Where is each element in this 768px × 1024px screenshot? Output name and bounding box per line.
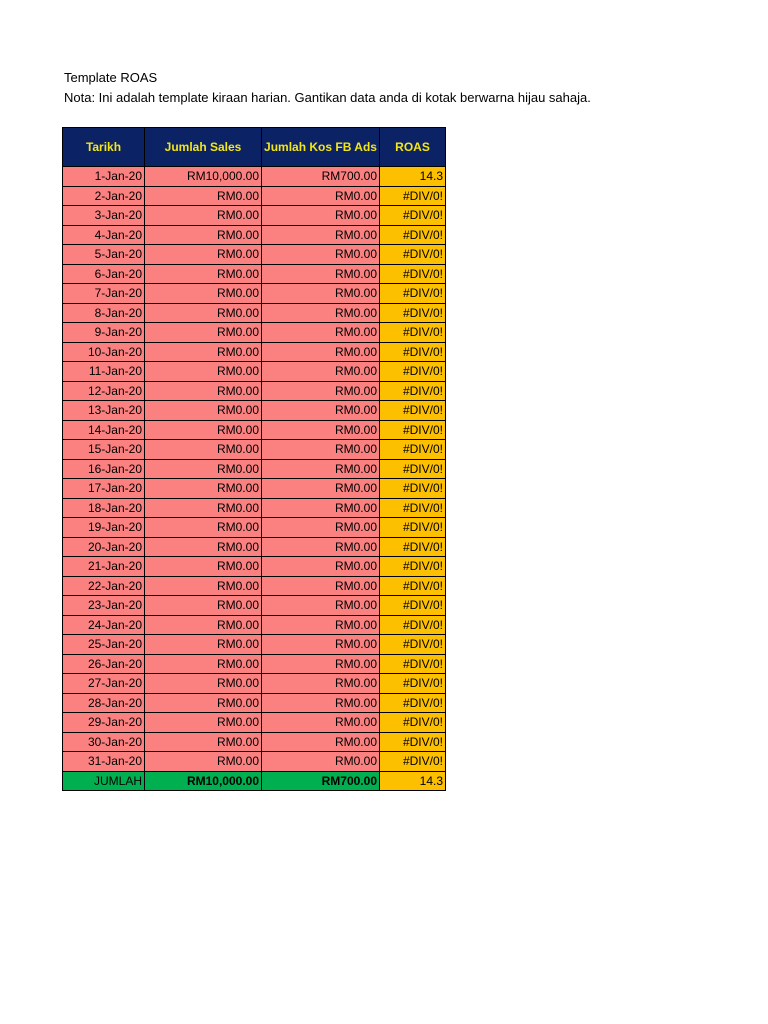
ads-cost-cell[interactable]: RM0.00	[262, 498, 380, 518]
ads-cost-cell[interactable]: RM0.00	[262, 323, 380, 343]
ads-cost-cell[interactable]: RM0.00	[262, 420, 380, 440]
table-row	[63, 342, 446, 362]
table-row	[63, 576, 446, 596]
total-label-cell[interactable]: JUMLAH	[63, 771, 145, 791]
date-cell[interactable]: 25-Jan-20	[63, 635, 145, 655]
roas-cell[interactable]: #DIV/0!	[380, 732, 446, 752]
table-row	[63, 186, 446, 206]
date-cell[interactable]: 24-Jan-20	[63, 615, 145, 635]
table-row	[63, 323, 446, 343]
roas-cell[interactable]: #DIV/0!	[380, 381, 446, 401]
sales-cell[interactable]: RM0.00	[145, 596, 262, 616]
ads-cost-cell[interactable]: RM0.00	[262, 732, 380, 752]
date-cell[interactable]: 9-Jan-20	[63, 323, 145, 343]
ads-cost-cell[interactable]: RM0.00	[262, 264, 380, 284]
table-row	[63, 401, 446, 421]
roas-cell[interactable]: #DIV/0!	[380, 596, 446, 616]
ads-cost-cell[interactable]: RM0.00	[262, 245, 380, 265]
roas-cell[interactable]: #DIV/0!	[380, 635, 446, 655]
date-cell[interactable]: 16-Jan-20	[63, 459, 145, 479]
ads-cost-cell[interactable]: RM0.00	[262, 381, 380, 401]
table-row	[63, 693, 446, 713]
date-cell[interactable]: 22-Jan-20	[63, 576, 145, 596]
sales-cell[interactable]: RM0.00	[145, 342, 262, 362]
roas-table	[62, 127, 446, 791]
table-row	[63, 225, 446, 245]
sales-cell[interactable]: RM0.00	[145, 186, 262, 206]
total-sales-cell[interactable]: RM10,000.00	[145, 771, 262, 791]
table-row	[63, 732, 446, 752]
ads-cost-cell[interactable]: RM0.00	[262, 362, 380, 382]
sales-cell[interactable]: RM0.00	[145, 245, 262, 265]
table-row	[63, 654, 446, 674]
sales-cell[interactable]: RM0.00	[145, 713, 262, 733]
sales-cell[interactable]: RM0.00	[145, 752, 262, 772]
table-row	[63, 557, 446, 577]
table-row	[63, 479, 446, 499]
header-jumlah-kos-fb-ads: Jumlah Kos FB Ads	[262, 128, 380, 167]
roas-cell[interactable]: #DIV/0!	[380, 576, 446, 596]
roas-cell[interactable]: #DIV/0!	[380, 459, 446, 479]
roas-cell[interactable]: #DIV/0!	[380, 303, 446, 323]
ads-cost-cell[interactable]: RM0.00	[262, 401, 380, 421]
sales-cell[interactable]: RM0.00	[145, 732, 262, 752]
date-cell[interactable]: 7-Jan-20	[63, 284, 145, 304]
date-cell[interactable]: 20-Jan-20	[63, 537, 145, 557]
roas-cell[interactable]: #DIV/0!	[380, 284, 446, 304]
sales-cell[interactable]: RM0.00	[145, 479, 262, 499]
ads-cost-cell[interactable]: RM0.00	[262, 576, 380, 596]
roas-cell[interactable]: #DIV/0!	[380, 752, 446, 772]
ads-cost-cell[interactable]: RM0.00	[262, 342, 380, 362]
table-row	[63, 420, 446, 440]
sales-cell[interactable]: RM0.00	[145, 206, 262, 226]
roas-cell[interactable]: #DIV/0!	[380, 615, 446, 635]
date-cell[interactable]: 17-Jan-20	[63, 479, 145, 499]
roas-cell[interactable]: #DIV/0!	[380, 225, 446, 245]
date-cell[interactable]: 26-Jan-20	[63, 654, 145, 674]
ads-cost-cell[interactable]: RM0.00	[262, 693, 380, 713]
sales-cell[interactable]: RM0.00	[145, 440, 262, 460]
header-jumlah-sales: Jumlah Sales	[145, 128, 262, 167]
date-cell[interactable]: 8-Jan-20	[63, 303, 145, 323]
table-row	[63, 713, 446, 733]
table-row	[63, 615, 446, 635]
date-cell[interactable]: 1-Jan-20	[63, 167, 145, 187]
date-cell[interactable]: 4-Jan-20	[63, 225, 145, 245]
table-row	[63, 752, 446, 772]
roas-cell[interactable]: #DIV/0!	[380, 362, 446, 382]
table-row	[63, 362, 446, 382]
ads-cost-cell[interactable]: RM0.00	[262, 713, 380, 733]
roas-cell[interactable]: #DIV/0!	[380, 420, 446, 440]
roas-cell[interactable]: #DIV/0!	[380, 342, 446, 362]
date-cell[interactable]: 19-Jan-20	[63, 518, 145, 538]
sales-cell[interactable]: RM0.00	[145, 498, 262, 518]
document-note: Nota: Ini adalah template kiraan harian. Gantikan data anda di kotak berwarna hijau sahaja.	[64, 90, 591, 105]
table-row	[63, 245, 446, 265]
roas-cell[interactable]: #DIV/0!	[380, 245, 446, 265]
sales-cell[interactable]: RM0.00	[145, 518, 262, 538]
roas-cell[interactable]: #DIV/0!	[380, 557, 446, 577]
ads-cost-cell[interactable]: RM0.00	[262, 635, 380, 655]
roas-cell[interactable]: #DIV/0!	[380, 537, 446, 557]
roas-cell[interactable]: #DIV/0!	[380, 713, 446, 733]
ads-cost-cell[interactable]: RM0.00	[262, 615, 380, 635]
ads-cost-cell[interactable]: RM0.00	[262, 596, 380, 616]
date-cell[interactable]: 14-Jan-20	[63, 420, 145, 440]
ads-cost-cell[interactable]: RM700.00	[262, 167, 380, 187]
date-cell[interactable]: 10-Jan-20	[63, 342, 145, 362]
table-row	[63, 537, 446, 557]
date-cell[interactable]: 30-Jan-20	[63, 732, 145, 752]
sales-cell[interactable]: RM0.00	[145, 401, 262, 421]
ads-cost-cell[interactable]: RM0.00	[262, 284, 380, 304]
ads-cost-cell[interactable]: RM0.00	[262, 440, 380, 460]
sales-cell[interactable]: RM10,000.00	[145, 167, 262, 187]
sales-cell[interactable]: RM0.00	[145, 225, 262, 245]
ads-cost-cell[interactable]: RM0.00	[262, 303, 380, 323]
roas-cell[interactable]: #DIV/0!	[380, 186, 446, 206]
date-cell[interactable]: 18-Jan-20	[63, 498, 145, 518]
ads-cost-cell[interactable]: RM0.00	[262, 752, 380, 772]
ads-cost-cell[interactable]: RM0.00	[262, 186, 380, 206]
sales-cell[interactable]: RM0.00	[145, 576, 262, 596]
roas-cell[interactable]: #DIV/0!	[380, 401, 446, 421]
table-row	[63, 167, 446, 187]
total-roas-cell[interactable]: 14.3	[380, 771, 446, 791]
date-cell[interactable]: 6-Jan-20	[63, 264, 145, 284]
roas-cell[interactable]: #DIV/0!	[380, 518, 446, 538]
roas-cell[interactable]: #DIV/0!	[380, 206, 446, 226]
table-body	[63, 167, 446, 772]
roas-cell[interactable]: #DIV/0!	[380, 498, 446, 518]
roas-cell[interactable]: #DIV/0!	[380, 323, 446, 343]
roas-cell[interactable]: #DIV/0!	[380, 654, 446, 674]
date-cell[interactable]: 5-Jan-20	[63, 245, 145, 265]
date-cell[interactable]: 15-Jan-20	[63, 440, 145, 460]
ads-cost-cell[interactable]: RM0.00	[262, 518, 380, 538]
sales-cell[interactable]: RM0.00	[145, 284, 262, 304]
total-row	[63, 771, 446, 791]
date-cell[interactable]: 13-Jan-20	[63, 401, 145, 421]
date-cell[interactable]: 31-Jan-20	[63, 752, 145, 772]
date-cell[interactable]: 3-Jan-20	[63, 206, 145, 226]
ads-cost-cell[interactable]: RM0.00	[262, 674, 380, 694]
table-row	[63, 264, 446, 284]
sales-cell[interactable]: RM0.00	[145, 303, 262, 323]
table-row	[63, 498, 446, 518]
sales-cell[interactable]: RM0.00	[145, 459, 262, 479]
table-row	[63, 440, 446, 460]
sales-cell[interactable]: RM0.00	[145, 362, 262, 382]
table-row	[63, 596, 446, 616]
table-row	[63, 459, 446, 479]
date-cell[interactable]: 27-Jan-20	[63, 674, 145, 694]
date-cell[interactable]: 23-Jan-20	[63, 596, 145, 616]
sales-cell[interactable]: RM0.00	[145, 615, 262, 635]
date-cell[interactable]: 29-Jan-20	[63, 713, 145, 733]
date-cell[interactable]: 28-Jan-20	[63, 693, 145, 713]
table-row	[63, 381, 446, 401]
date-cell[interactable]: 12-Jan-20	[63, 381, 145, 401]
roas-cell[interactable]: #DIV/0!	[380, 693, 446, 713]
date-cell[interactable]: 11-Jan-20	[63, 362, 145, 382]
sales-cell[interactable]: RM0.00	[145, 654, 262, 674]
table-row	[63, 518, 446, 538]
sales-cell[interactable]: RM0.00	[145, 420, 262, 440]
ads-cost-cell[interactable]: RM0.00	[262, 537, 380, 557]
header-roas: ROAS	[380, 128, 446, 167]
total-ads-cost-cell[interactable]: RM700.00	[262, 771, 380, 791]
ads-cost-cell[interactable]: RM0.00	[262, 225, 380, 245]
sales-cell[interactable]: RM0.00	[145, 381, 262, 401]
ads-cost-cell[interactable]: RM0.00	[262, 206, 380, 226]
roas-cell[interactable]: #DIV/0!	[380, 674, 446, 694]
sales-cell[interactable]: RM0.00	[145, 264, 262, 284]
sales-cell[interactable]: RM0.00	[145, 635, 262, 655]
sales-cell[interactable]: RM0.00	[145, 557, 262, 577]
ads-cost-cell[interactable]: RM0.00	[262, 557, 380, 577]
date-cell[interactable]: 2-Jan-20	[63, 186, 145, 206]
ads-cost-cell[interactable]: RM0.00	[262, 479, 380, 499]
table-row	[63, 635, 446, 655]
table-row	[63, 284, 446, 304]
table-row	[63, 206, 446, 226]
roas-cell[interactable]: #DIV/0!	[380, 264, 446, 284]
sales-cell[interactable]: RM0.00	[145, 537, 262, 557]
ads-cost-cell[interactable]: RM0.00	[262, 654, 380, 674]
date-cell[interactable]: 21-Jan-20	[63, 557, 145, 577]
roas-cell[interactable]: #DIV/0!	[380, 440, 446, 460]
table-row	[63, 674, 446, 694]
table-row	[63, 303, 446, 323]
ads-cost-cell[interactable]: RM0.00	[262, 459, 380, 479]
header-tarikh: Tarikh	[63, 128, 145, 167]
roas-cell[interactable]: 14.3	[380, 167, 446, 187]
roas-cell[interactable]: #DIV/0!	[380, 479, 446, 499]
header-row	[63, 128, 446, 167]
sales-cell[interactable]: RM0.00	[145, 323, 262, 343]
document-title: Template ROAS	[64, 70, 158, 85]
sales-cell[interactable]: RM0.00	[145, 674, 262, 694]
sales-cell[interactable]: RM0.00	[145, 693, 262, 713]
